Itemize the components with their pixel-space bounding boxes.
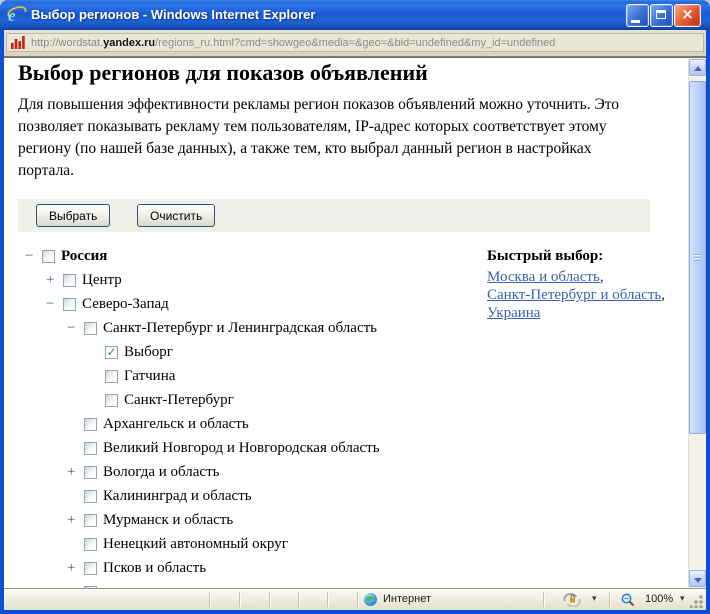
minimize-button[interactable]	[626, 4, 649, 27]
status-divider	[543, 592, 544, 607]
tree-row	[4, 412, 687, 436]
action-button-bar	[18, 199, 650, 232]
url-prefix: http://wordstat.	[31, 36, 104, 49]
url-text	[31, 37, 555, 49]
expand-toggle-icon[interactable]: +	[67, 559, 76, 576]
tree-row	[4, 508, 687, 532]
region-checkbox[interactable]	[42, 250, 55, 263]
svg-text:e: e	[8, 6, 16, 25]
tree-row	[4, 484, 687, 508]
phishing-filter-dropdown[interactable]: ▾	[592, 594, 597, 604]
status-divider	[609, 592, 610, 607]
scroll-up-button[interactable]	[689, 59, 706, 76]
close-button[interactable]	[674, 4, 701, 27]
tree-row	[4, 556, 687, 580]
url-domain: yandex.ru	[103, 36, 156, 49]
region-label: Гатчина	[124, 367, 176, 384]
zoom-level[interactable]: 100%	[645, 593, 674, 605]
collapse-toggle-icon[interactable]: −	[67, 319, 76, 336]
region-checkbox[interactable]	[84, 466, 97, 479]
status-divider	[269, 592, 270, 607]
scrollbar-thumb[interactable]	[689, 81, 706, 434]
url-path: /regions_ru.html?cmd=showgeo&media=&geo=&bid=undefined&my_id=undefined	[155, 36, 556, 49]
tree-row	[4, 340, 687, 364]
quick-select-label: Быстрый выбор:	[487, 248, 604, 264]
region-label: Россия	[61, 247, 108, 264]
region-checkbox[interactable]	[84, 418, 97, 431]
window-title: Выбор регионов - Windows Internet Explorer	[31, 7, 316, 22]
address-bar	[4, 30, 706, 57]
internet-explorer-icon	[7, 5, 27, 25]
expand-toggle-icon[interactable]: +	[67, 463, 76, 480]
tree-row	[4, 364, 687, 388]
region-checkbox[interactable]	[63, 274, 76, 287]
quick-link-line	[487, 304, 665, 322]
link-separator: ,	[661, 287, 665, 303]
region-label: Центр	[82, 271, 122, 288]
quick-select-link[interactable]: Москва и область	[487, 269, 600, 285]
page-body	[4, 58, 687, 588]
url-field[interactable]	[6, 33, 704, 52]
tree-row	[4, 460, 687, 484]
clear-button[interactable]: Очистить	[137, 204, 215, 227]
zoom-dropdown[interactable]: ▾	[680, 594, 685, 604]
region-checkbox[interactable]	[63, 298, 76, 311]
quick-select-link[interactable]: Санкт-Петербург и область	[487, 287, 662, 303]
region-label: Мурманск и область	[103, 511, 234, 528]
tree-row	[4, 580, 687, 588]
status-divider	[357, 592, 358, 607]
intro-text: Для повышения эффективности рекламы регион показов объявлений можно уточнить. Это позволяет показывать рекламу тем пользователям, IP-адрес которых соответствует этому региону (по нашей базе данных), а также тем, кто выбрал данный регион в настройках портала.	[18, 96, 620, 179]
scroll-down-icon	[694, 578, 702, 583]
wordstat-favicon	[11, 36, 25, 49]
internet-zone-icon	[364, 593, 377, 606]
tree-row	[4, 436, 687, 460]
status-divider	[327, 592, 328, 607]
status-divider	[298, 592, 299, 607]
expand-toggle-icon[interactable]: +	[67, 511, 76, 528]
quick-link-line	[487, 286, 665, 304]
select-button[interactable]: Выбрать	[36, 204, 110, 227]
quick-select-links	[487, 268, 665, 322]
scroll-down-button[interactable]	[689, 570, 706, 587]
region-checkbox[interactable]	[84, 514, 97, 527]
title-bar	[0, 0, 710, 30]
region-label: Архангельск и область	[103, 415, 249, 432]
region-label: Северо-Запад	[82, 295, 169, 312]
minimize-icon	[631, 20, 640, 23]
region-checkbox[interactable]	[84, 562, 97, 575]
region-checkbox[interactable]	[84, 490, 97, 503]
region-label: Ненецкий автономный округ	[103, 535, 288, 552]
region-label: Санкт-Петербург	[124, 391, 234, 408]
tree-row	[4, 388, 687, 412]
phishing-filter-icon[interactable]	[562, 593, 582, 607]
expand-toggle-icon[interactable]: +	[46, 271, 55, 288]
status-divider	[209, 592, 210, 607]
region-checkbox[interactable]	[84, 322, 97, 335]
region-checkbox[interactable]	[84, 442, 97, 455]
page-title: Выбор регионов для показов объявлений	[18, 60, 428, 85]
internet-zone-label: Интернет	[383, 593, 431, 605]
quick-select-panel	[487, 247, 665, 322]
region-label: Псков и область	[103, 559, 207, 576]
region-label: Санкт-Петербург и Ленинградская область	[103, 319, 378, 336]
status-divider	[239, 592, 240, 607]
link-separator: ,	[599, 269, 604, 285]
tree-row	[4, 532, 687, 556]
maximize-icon	[656, 10, 666, 19]
region-checkbox[interactable]	[105, 370, 118, 383]
collapse-toggle-icon[interactable]: −	[25, 247, 34, 264]
status-bar	[4, 588, 706, 610]
page-content	[4, 57, 706, 588]
region-checkbox[interactable]	[105, 346, 118, 359]
maximize-button[interactable]	[650, 4, 673, 27]
region-label: Великий Новгород и Новгородская область	[103, 439, 380, 456]
quick-link-line	[487, 268, 665, 286]
region-checkbox[interactable]	[105, 394, 118, 407]
region-label: Калининград и область	[103, 487, 252, 504]
collapse-toggle-icon[interactable]: −	[46, 295, 55, 312]
region-label: Выборг	[124, 343, 173, 360]
close-icon: ×	[681, 5, 694, 23]
zoom-icon[interactable]	[620, 592, 636, 608]
vertical-scrollbar[interactable]	[688, 58, 706, 588]
region-label: Вологда и область	[103, 463, 220, 480]
region-checkbox[interactable]	[84, 538, 97, 551]
quick-select-link[interactable]: Украина	[487, 305, 541, 321]
resize-grip[interactable]	[690, 594, 704, 608]
scroll-up-icon	[694, 66, 702, 71]
